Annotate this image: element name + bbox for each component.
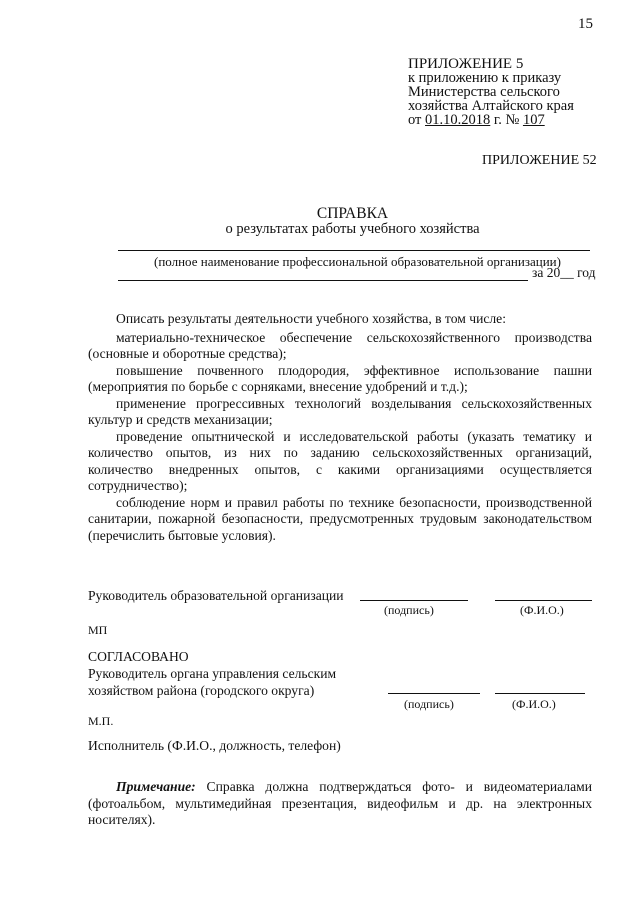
note (88, 779, 592, 829)
appendix-year-suffix: г. № (490, 112, 523, 128)
approval-title: СОГЛАСОВАНО (88, 649, 189, 664)
body-intro: Описать результаты деятельности учебного хозяйства, в том числе: (116, 311, 506, 326)
appendix-from: от (408, 112, 426, 128)
body-item: материально-техническое обеспечение сельскохозяйственного производства (основные и оборотные средства); (88, 329, 592, 361)
signature-line (360, 600, 468, 601)
body-item: применение прогрессивных технологий возделывания сельскохозяйственных культур и средств механизации; (88, 395, 592, 427)
note-label: Примечание: (116, 779, 196, 794)
document-title: СПРАВКА (316, 205, 389, 222)
approval-signature-caption: (подпись) (404, 697, 454, 711)
org-name-caption: (полное наименование профессиональной образовательной организации) (154, 254, 561, 269)
approval-name-line (495, 693, 585, 694)
page-number: 15 (578, 16, 593, 32)
appendix-line-2: Министерства сельского (408, 84, 560, 100)
name-line (495, 600, 592, 601)
appendix-line-3: хозяйства Алтайского края (408, 98, 574, 114)
name-caption: (Ф.И.О.) (520, 603, 564, 617)
approval-stamp: М.П. (88, 714, 114, 728)
approval-line-1: Руководитель органа управления сельским (88, 666, 337, 681)
appendix-date: 01.10.2018 (425, 112, 491, 128)
body-item: проведение опытнической и исследовательской работы (указать тематику и количество опытов, из них по заданию сельскохозяйственных организаций, количество внедренных опытов, с какими организациями осуществляется сотрудничество); (88, 428, 592, 493)
org-name-line-2 (118, 280, 528, 281)
body-item: повышение почвенного плодородия, эффективное использование пашни (мероприятия по борьбе с сорняками, внесение удобрений и т.д.); (88, 362, 592, 394)
body-item: соблюдение норм и правил работы по технике безопасности, производственной санитарии, пожарной безопасности, предусмотренных трудовым законодательством (перечислить бытовые условия). (88, 494, 592, 543)
note-text: Справка должна подтверждаться фото- и видеоматериалами (фотоальбом, мультимедийная презентация, видеофильм и др. на электронных носителях). (88, 779, 592, 827)
head-label: Руководитель образовательной организации (88, 588, 344, 603)
signature-caption: (подпись) (384, 603, 434, 617)
appendix-block (408, 57, 574, 127)
body-text (88, 311, 592, 544)
stamp-label: МП (88, 623, 108, 637)
appendix-52: ПРИЛОЖЕНИЕ 52 (482, 153, 597, 168)
org-name-line (118, 250, 590, 251)
appendix-order-line (408, 113, 574, 127)
appendix-title: ПРИЛОЖЕНИЕ 5 (408, 56, 524, 72)
executor-label: Исполнитель (Ф.И.О., должность, телефон) (88, 738, 341, 753)
document-subtitle: о результатах работы учебного хозяйства (225, 221, 480, 237)
report-year: за 20__ год (532, 265, 596, 280)
approval-signature-line (388, 693, 480, 694)
approval-line-2: хозяйством района (городского округа) (88, 683, 315, 698)
appendix-line-1: к приложению к приказу (408, 70, 562, 86)
appendix-number: 107 (522, 112, 545, 128)
approval-name-caption: (Ф.И.О.) (512, 697, 556, 711)
